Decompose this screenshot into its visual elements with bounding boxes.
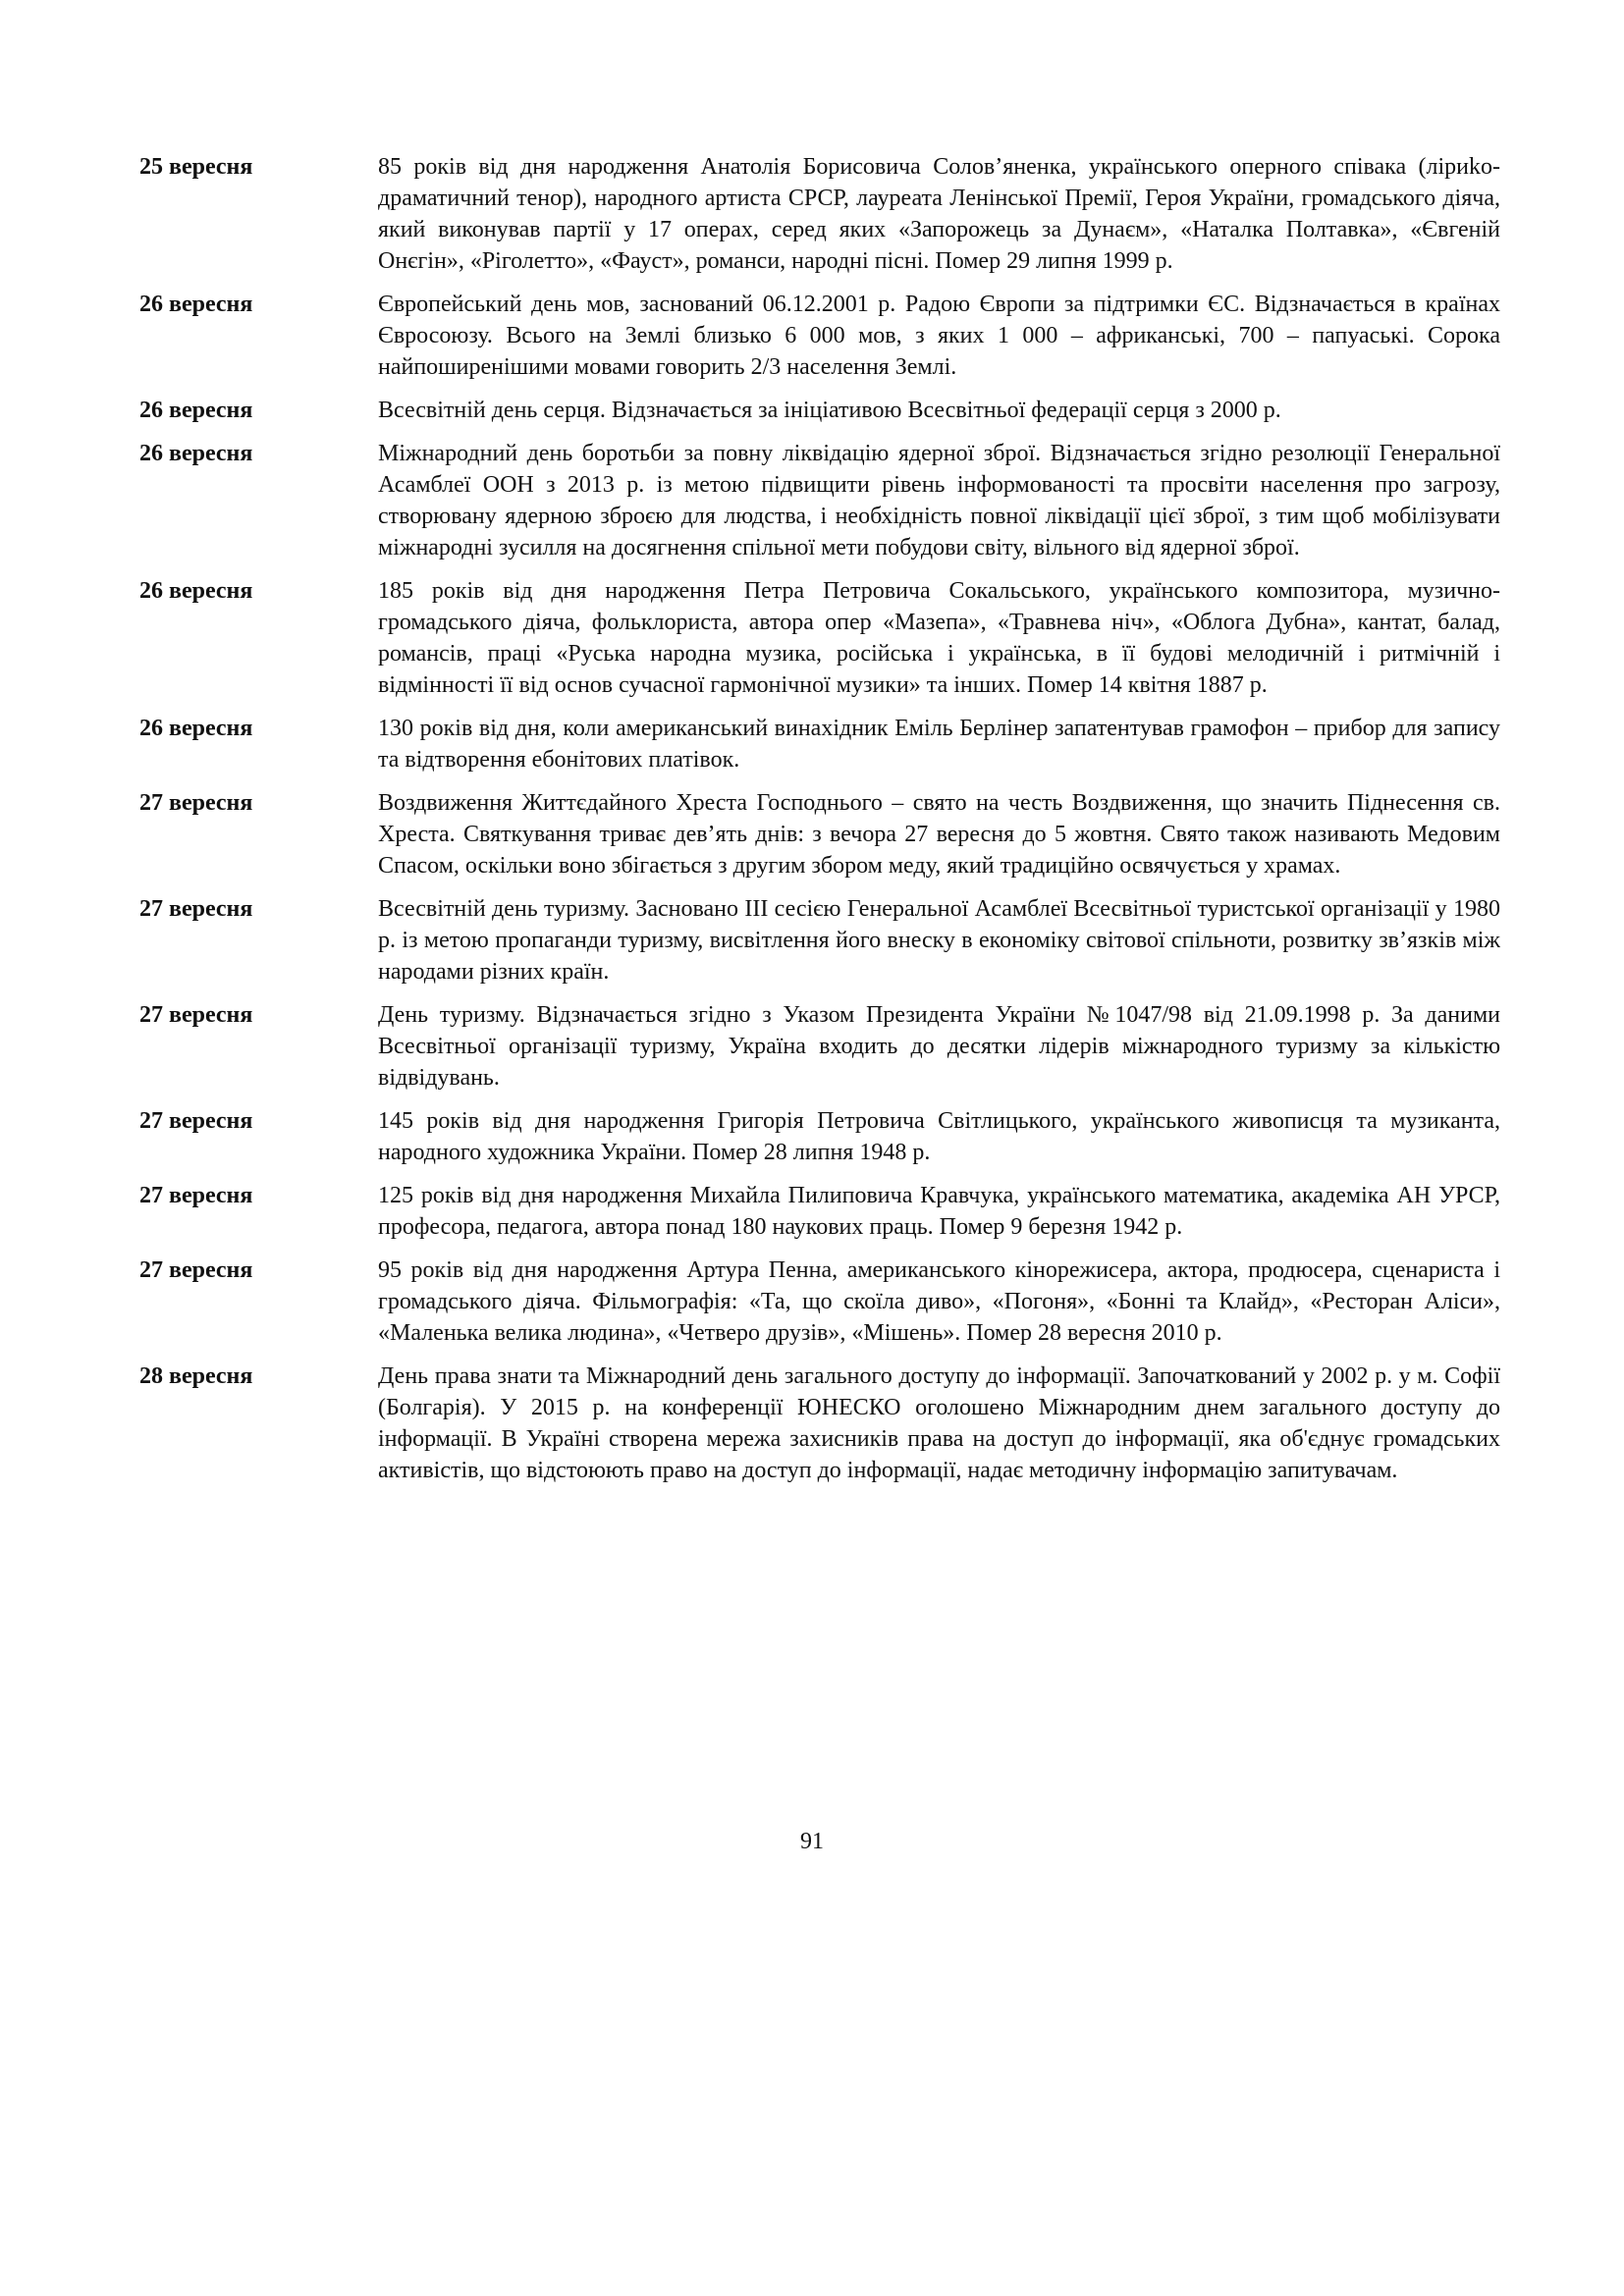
entry-date: 28 вересня — [139, 1363, 253, 1389]
entry-text: 185 років від дня народження Петра Петровича Сокальського, українського композитора, музично-громадського діяча, фольклориста, автора опер «Мазепа», «Травнева ніч», «Облога Дубна», кантат, балад, романсів, праці «Руська народна музика, російська і українська, в її будові мелодичній і ритмічній і відмінності її від основ сучасної гармонічної музики» та інших. Помер 14 квітня 1887 р. — [378, 578, 1500, 698]
entry-date: 27 вересня — [139, 1002, 253, 1028]
entry-text: 85 років від дня народження Анатолія Борисовича Солов’яненка, українського оперного співака (ліриko-драматичний тенор), народного артиста СРСР, лауреата Ленінської Премії, Героя України, громадського діяча, який виконував партії у 17 операх, серед яких «Запорожець за Дунаєм», «Наталка Полтавка», «Євгеній Онєгін», «Ріголетто», «Фауст», романси, народні пісні. Помер 29 липня 1999 р. — [378, 154, 1500, 274]
entry-text: Європейський день мов, заснований 06.12.2001 р. Радою Європи за підтримки ЄС. Відзначається в країнах Євросоюзу. Всього на Землі близько 6 000 мов, з яких 1 000 – африканські, 700 – папуаські. Сорока найпоширенішими мовами говорить 2/3 населення Землі. — [378, 292, 1500, 380]
entry-text: 130 років від дня, коли американський винахідник Еміль Берлінер запатентував грамофон – прибор для запису та відтворення ебонітових платівок. — [378, 716, 1500, 773]
entry-text: Всесвітній день серця. Відзначається за ініціативою Всесвітньої федерації серця з 2000 р. — [378, 398, 1281, 423]
calendar-entries — [139, 151, 1500, 1498]
calendar-entry — [139, 395, 1500, 426]
entry-text: 125 років від дня народження Михайла Пилиповича Кравчука, українського математика, академіка АН УРСР, професора, педагога, автора понад 180 наукових праць. Помер 9 березня 1942 р. — [378, 1183, 1500, 1240]
calendar-entry — [139, 438, 1500, 563]
calendar-entry — [139, 289, 1500, 383]
entry-text: 95 років від дня народження Артура Пенна, американського кінорежисера, актора, продюсера, сценариста і громадського діяча. Фільмографія: «Та, що скоїла диво», «Погоня», «Бонні та Клайд», «Ресторан Аліси», «Маленька велика людина», «Четверо друзів», «Мішень». Помер 28 вересня 2010 р. — [378, 1257, 1500, 1346]
entry-date: 27 вересня — [139, 1257, 253, 1283]
entry-text: День права знати та Міжнародний день загального доступу до інформації. Започаткований у 2002 р. у м. Софії (Болгарія). У 2015 р. на конференції ЮНЕСКО оголошено Міжнародним днем загального доступу до інформації. В Україні створена мережа захисників права на доступ до інформації, яка об'єднує громадських активістів, що відстоюють право на доступ до інформації, надає методичну інформацію запитувачам. — [378, 1363, 1500, 1483]
entry-date: 26 вересня — [139, 441, 253, 466]
entry-date: 27 вересня — [139, 790, 253, 816]
entry-date: 26 вересня — [139, 716, 253, 741]
calendar-entry — [139, 893, 1500, 988]
calendar-entry — [139, 713, 1500, 775]
calendar-entry — [139, 787, 1500, 881]
calendar-entry — [139, 1255, 1500, 1349]
calendar-entry — [139, 1180, 1500, 1243]
entry-text: День туризму. Відзначається згідно з Указом Президента України №1047/98 від 21.09.1998 р. За даними Всесвітньої організації туризму, Україна входить до десятки лідерів міжнародного туризму за кількістю відвідувань. — [378, 1002, 1500, 1091]
entry-date: 27 вересня — [139, 1183, 253, 1208]
calendar-entry — [139, 999, 1500, 1094]
entry-date: 26 вересня — [139, 578, 253, 604]
entry-date: 27 вересня — [139, 896, 253, 922]
page-number: 91 — [800, 1829, 824, 1854]
entry-date: 26 вересня — [139, 292, 253, 317]
entry-date: 25 вересня — [139, 154, 253, 180]
entry-date: 26 вересня — [139, 398, 253, 423]
calendar-entry — [139, 1361, 1500, 1486]
calendar-entry — [139, 151, 1500, 277]
entry-text: 145 років від дня народження Григорія Петровича Світлицького, українського живописця та музиканта, народного художника України. Помер 28 липня 1948 р. — [378, 1108, 1500, 1165]
entry-text: Всесвітній день туризму. Засновано ІІІ сесією Генеральної Асамблеї Всесвітньої туристської організації у 1980 р. із метою пропаганди туризму, висвітлення його внеску в економіку світової спільноти, розвитку зв’язків між народами різних країн. — [378, 896, 1500, 985]
entry-date: 27 вересня — [139, 1108, 253, 1134]
entry-text: Міжнародний день боротьби за повну ліквідацію ядерної зброї. Відзначається згідно резолюції Генеральної Асамблеї ООН з 2013 р. із метою підвищити рівень інформованості та просвіти населення про загрозу, створювану ядерною зброєю для людства, і необхідність повної ліквідації цієї зброї, з тим щоб мобілізувати міжнародні зусилля на досягнення спільної мети побудови світу, вільного від ядерної зброї. — [378, 441, 1500, 561]
entry-text: Воздвиження Життєдайного Хреста Господнього – свято на честь Воздвиження, що значить Піднесення св. Хреста. Святкування триває дев’ять днів: з вечора 27 вересня до 5 жовтня. Свято також називають Медовим Спасом, оскільки воно збігається з другим збором меду, який традиційно освячується у храмах. — [378, 790, 1500, 879]
calendar-entry — [139, 1105, 1500, 1168]
calendar-entry — [139, 575, 1500, 701]
